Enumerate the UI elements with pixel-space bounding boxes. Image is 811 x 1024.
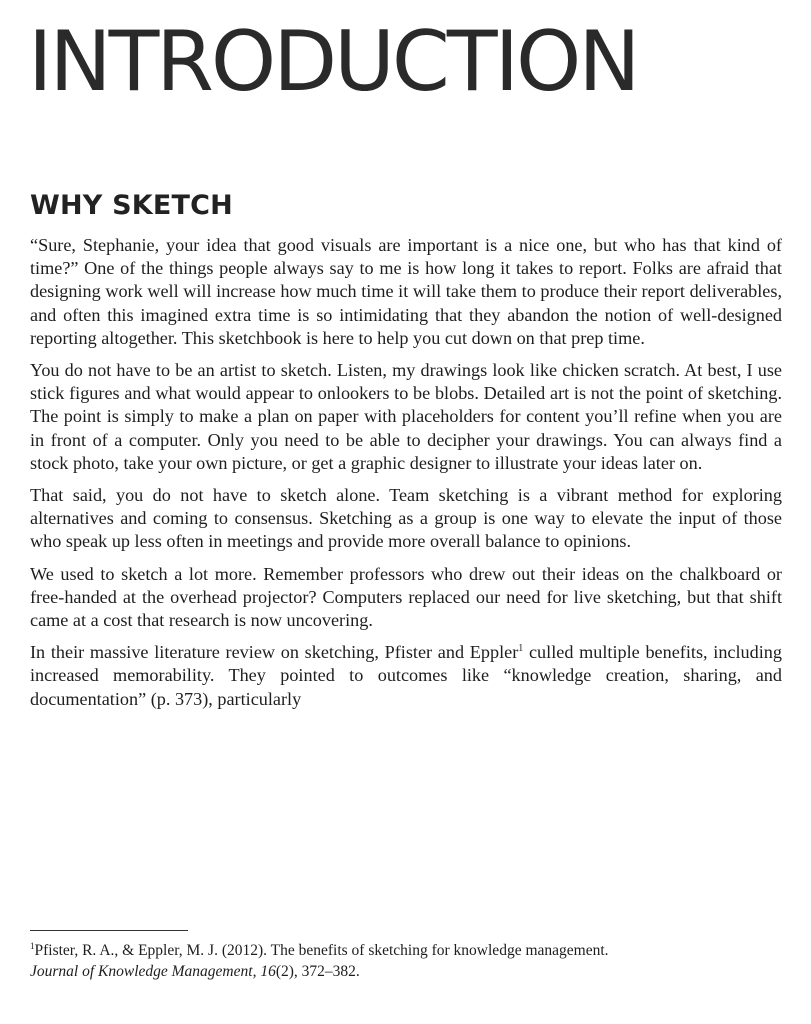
footnote-reference: 1 — [518, 643, 524, 655]
footnote-mark: 1 — [30, 940, 35, 951]
footnote-journal: Journal of Knowledge Management, 16 — [30, 963, 276, 980]
paragraph-5 — [30, 641, 782, 711]
paragraph-4: We used to sketch a lot more. Remember professors who drew out their ideas on the chalkboard or free-handed at the overhead projector? Computers replaced our need for live sketching, but that shift came at a cost that research is now uncovering. — [30, 563, 782, 631]
paragraph-5-start: In their massive literature review on sketching, Pfister and Eppler — [30, 642, 519, 663]
section-heading: WHY SKETCH — [30, 190, 233, 221]
paragraph-1: “Sure, Stephanie, your idea that good visuals are important is a nice one, but who has that kind of time?” One of the things people always say to me is how long it takes to report. Folks are afraid that designing work well will increase how much time it will take them to produce their report deliverables, and often this imagined extra time is so intimidating that they abandon the notion of well-designed reporting altogether. This sketchbook is here to help you cut down on that prep time. — [30, 235, 782, 348]
paragraph-5-end: culled multiple benefits, including increased memorability. They pointed to outcomes like “knowledge creation, sharing, and documentation” (p. 373), particularly — [30, 642, 782, 709]
paragraph-3: That said, you do not have to sketch alone. Team sketching is a vibrant method for exploring alternatives and coming to consensus. Sketching as a group is one way to elevate the input of those who speak up less often in meetings and provide more overall balance to opinions. — [30, 485, 782, 552]
footnote — [30, 940, 782, 982]
chapter-title: INTRODUCTION — [28, 13, 638, 110]
body-text — [30, 234, 782, 720]
paragraph-2: You do not have to be an artist to sketch. Listen, my drawings look like chicken scratch. At best, I use stick figures and what would appear to onlookers to be blobs. Detailed art is not the point of sketching. The point is simply to make a plan on paper with placeholders for content you’ll refine when you are in front of a computer. Only you need to be able to decipher your drawings. You can always find a stock photo, take your own picture, or get a graphic designer to illustrate your ideas later on. — [30, 360, 782, 473]
footnote-issue: (2), 372–382. — [275, 963, 360, 980]
footnote-divider — [30, 930, 188, 931]
document-page — [30, 0, 782, 1024]
footnote-citation: Pfister, R. A., & Eppler, M. J. (2012). The benefits of sketching for knowledge management. — [34, 942, 609, 959]
